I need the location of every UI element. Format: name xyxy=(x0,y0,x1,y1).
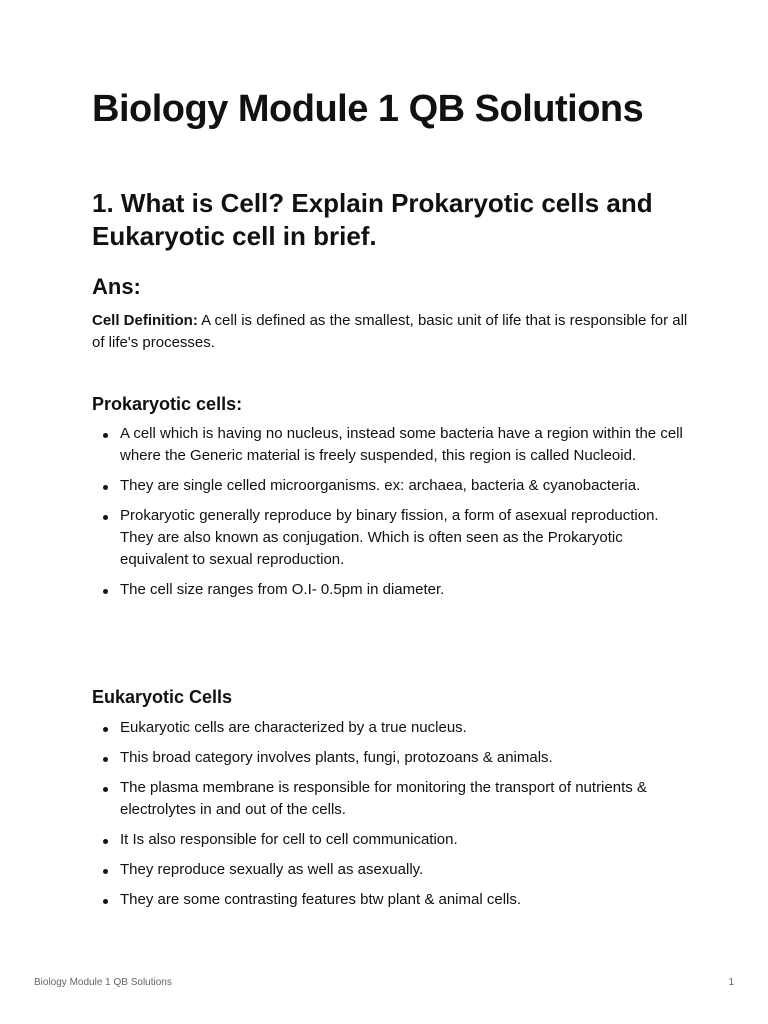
eukaryotic-heading: Eukaryotic Cells xyxy=(92,687,233,707)
answer-label: Ans: xyxy=(92,274,141,299)
page-number: 1 xyxy=(728,977,734,988)
prokaryotic-heading: Prokaryotic cells: xyxy=(92,394,243,414)
list-item: Prokaryotic generally reproduce by binary fission, a form of asexual reproduction. They are also known as conjugation. Which is often seen as the Prokaryotic equivalent to sexual reproduction. xyxy=(92,505,688,571)
list-item: The cell size ranges from O.I- 0.5pm in diameter. xyxy=(92,579,688,601)
list-item: It Is also responsible for cell to cell communication. xyxy=(92,829,688,851)
cell-definition xyxy=(92,310,688,354)
list-item: A cell which is having no nucleus, instead some bacteria have a region within the cell where the Generic material is freely suspended, this region is called Nucleoid. xyxy=(92,423,688,467)
list-item: They are single celled microorganisms. ex: archaea, bacteria & cyanobacteria. xyxy=(92,475,688,497)
document-title: Biology Module 1 QB Solutions xyxy=(92,88,644,130)
question-heading: 1. What is Cell? Explain Prokaryotic cells and Eukaryotic cell in brief. xyxy=(92,188,653,251)
eukaryotic-list xyxy=(92,717,688,919)
list-item: The plasma membrane is responsible for monitoring the transport of nutrients & electrolytes in and out of the cells. xyxy=(92,777,688,821)
list-item: They are some contrasting features btw plant & animal cells. xyxy=(92,889,688,911)
list-item: This broad category involves plants, fungi, protozoans & animals. xyxy=(92,747,688,769)
definition-text: A cell is defined as the smallest, basic unit of life that is responsible for all of life's processes. xyxy=(92,312,688,351)
list-item: Eukaryotic cells are characterized by a true nucleus. xyxy=(92,717,688,739)
definition-label: Cell Definition: xyxy=(92,312,198,329)
list-item: They reproduce sexually as well as asexually. xyxy=(92,859,688,881)
footer-title: Biology Module 1 QB Solutions xyxy=(34,977,172,988)
prokaryotic-list xyxy=(92,423,688,609)
